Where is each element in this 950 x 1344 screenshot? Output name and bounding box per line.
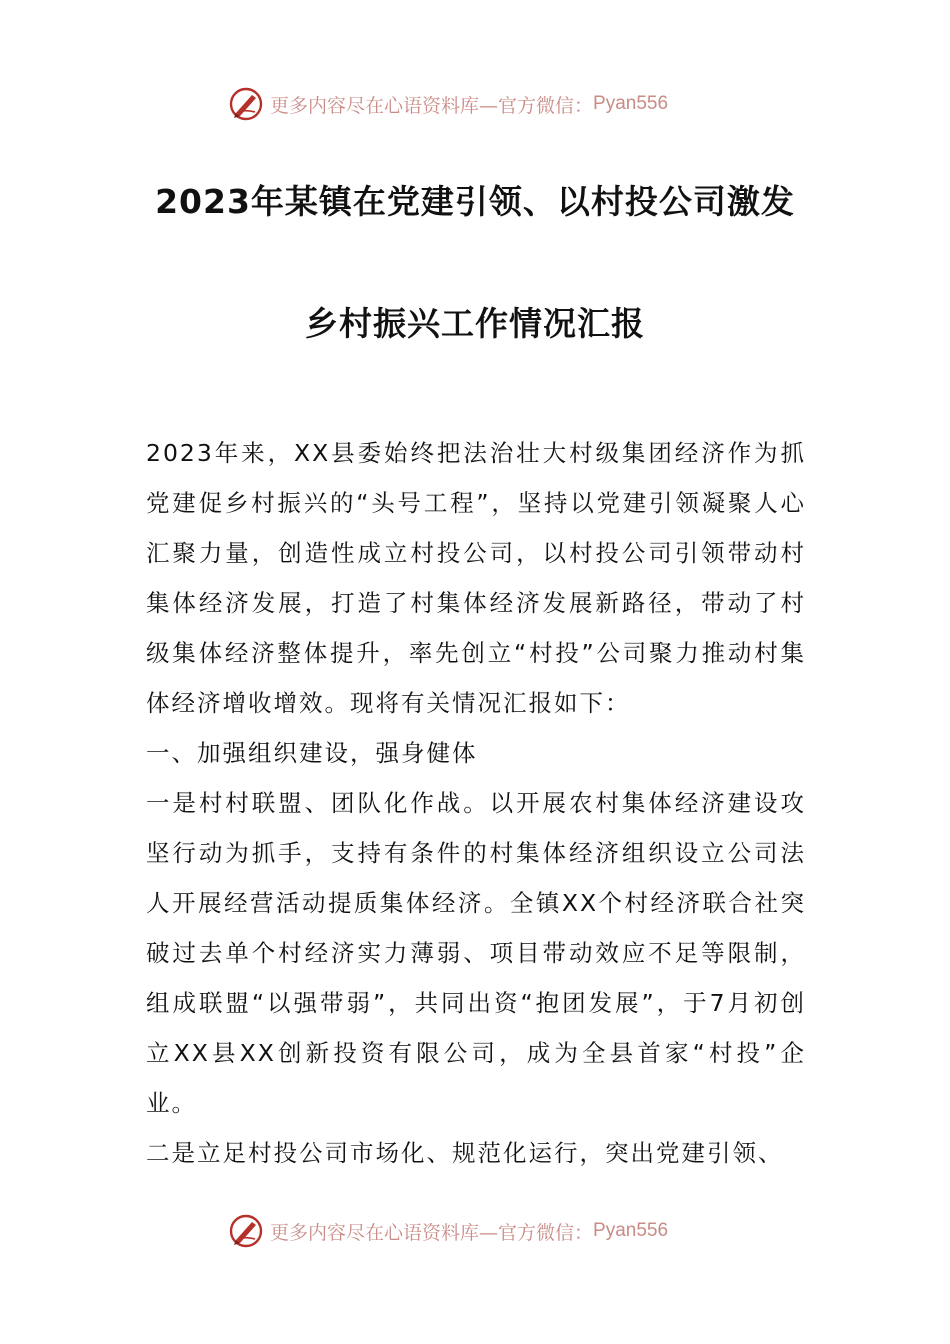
pen-circle-logo-icon <box>228 86 264 122</box>
watermark-footer <box>228 1209 748 1253</box>
watermark-handle: Pyan556 <box>593 93 669 114</box>
watermark-handle: Pyan556 <box>593 1220 669 1241</box>
document-body <box>146 428 806 1178</box>
body-paragraph: 一是村村联盟、团队化作战。以开展农村集体经济建设攻坚行动为抓手，支持有条件的村集体经济组织设立公司法人开展经营活动提质集体经济。全镇XX个村经济联合社突破过去单个村经济实力薄弱、项目带动效应不足等限制，组成联盟“以强带弱”，共同出资“抱团发展”，于7月初创立XX县XX创新投资有限公司，成为全县首家“村投”企业。 <box>146 789 806 1117</box>
watermark-text: 更多内容尽在心语资料库—官方微信： <box>270 1221 594 1244</box>
section-heading: 一、加强组织建设，强身健体 <box>146 739 478 767</box>
document-title-line-2: 乡村振兴工作情况汇报 <box>305 304 645 343</box>
watermark-text: 更多内容尽在心语资料库—官方微信： <box>270 94 594 117</box>
document-title-line-1: 2023年某镇在党建引领、以村投公司激发 <box>155 182 795 221</box>
watermark-header <box>228 82 748 126</box>
body-paragraph: 二是立足村投公司市场化、规范化运行，突出党建引领、 <box>146 1139 784 1167</box>
pen-circle-logo-icon <box>228 1213 264 1249</box>
intro-paragraph: 2023年来，XX县委始终把法治壮大村级集团经济作为抓党建促乡村振兴的“头号工程”，坚持以党建引领凝聚人心汇聚力量，创造性成立村投公司，以村投公司引领带动村集体经济发展，打造了村集体经济发展新路径，带动了村级集体经济整体提升，率先创立“村投”公司聚力推动村集体经济增收增效。现将有关情况汇报如下： <box>146 439 806 717</box>
